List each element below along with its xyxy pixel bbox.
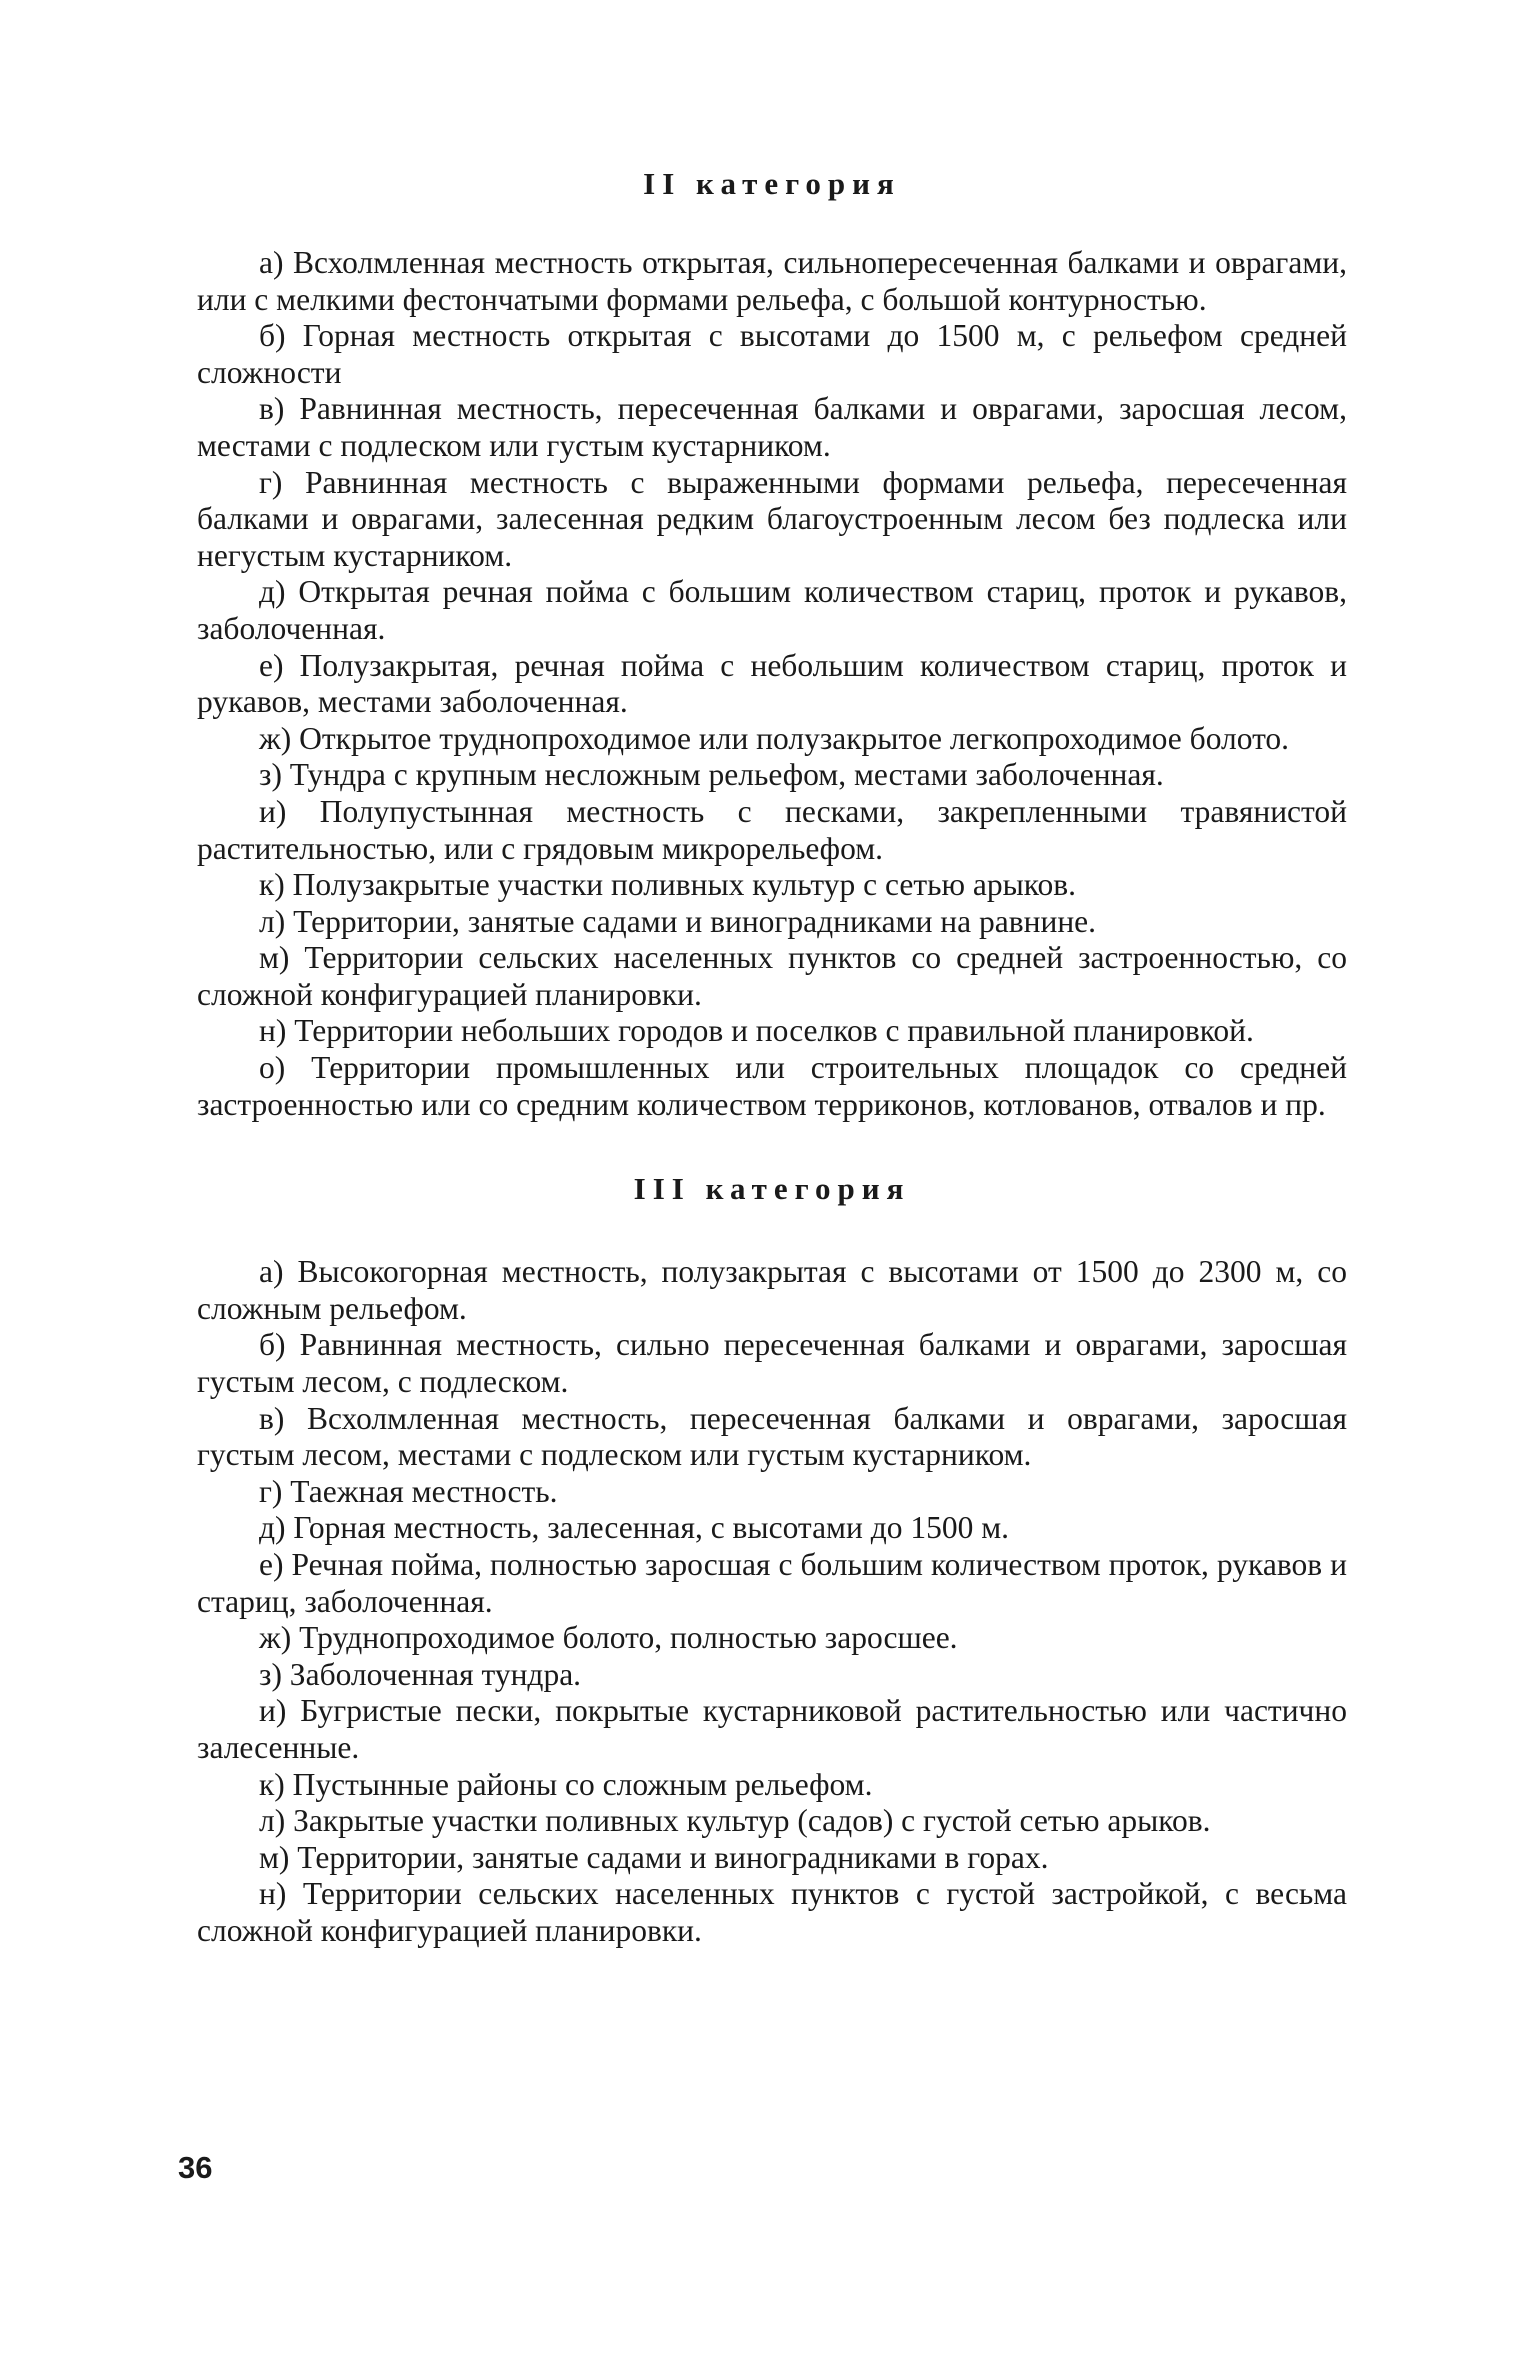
category-3-item: в) Всхолмленная местность, пересеченная балками и оврагами, заросшая густым лесом, местами с подлеском или густым кустарником. bbox=[197, 1400, 1347, 1473]
category-3-item: а) Высокогорная местность, полузакрытая с высотами от 1500 до 2300 м, со сложным рельефом. bbox=[197, 1254, 1347, 1326]
category-3-item: и) Бугристые пески, покрытые кустарниковой растительностью или частично залесенные. bbox=[197, 1693, 1347, 1765]
category-2-list bbox=[197, 245, 1347, 1123]
category-2-item: м) Территории сельских населенных пунктов со средней застроенностью, со сложной конфигурацией планировки. bbox=[197, 940, 1347, 1012]
category-2-item: з) Тундра с крупным несложным рельефом, местами заболоченная. bbox=[259, 757, 1164, 793]
section-heading-category-2: II категория bbox=[643, 166, 901, 201]
category-2-item: ж) Открытое труднопроходимое или полузакрытое легкопроходимое болото. bbox=[259, 720, 1290, 756]
category-3-item: ж) Труднопроходимое болото, полностью заросшее. bbox=[259, 1620, 958, 1656]
category-2-item: б) Горная местность открытая с высотами до 1500 м, с рельефом средней сложности bbox=[197, 318, 1347, 390]
document-page bbox=[197, 168, 1347, 1950]
category-2-item: н) Территории небольших городов и поселков с правильной планировкой. bbox=[259, 1013, 1254, 1049]
category-2-item: о) Территории промышленных или строительных площадок со средней застроенностью или со средним количеством терриконов, котлованов, отвалов и пр. bbox=[197, 1050, 1347, 1122]
page-number: 36 bbox=[178, 2150, 213, 2185]
category-2-item: г) Равнинная местность с выраженными формами рельефа, пересеченная балками и оврагами, залесенная редким благоустроенным лесом без подлеска или негустым кустарником. bbox=[197, 464, 1347, 573]
category-3-item: г) Таежная местность. bbox=[259, 1473, 558, 1509]
category-3-list bbox=[197, 1254, 1347, 1949]
section-heading-category-3: III категория bbox=[633, 1171, 911, 1207]
category-2-item: в) Равнинная местность, пересеченная балками и оврагами, заросшая лесом, местами с подлеском или густым кустарником. bbox=[197, 391, 1347, 463]
category-3-item: л) Закрытые участки поливных культур (садов) с густой сетью арыков. bbox=[259, 1803, 1211, 1839]
category-3-item: д) Горная местность, залесенная, с высотами до 1500 м. bbox=[259, 1510, 1010, 1546]
category-2-item: л) Территории, занятые садами и виноградниками на равнине. bbox=[259, 903, 1097, 939]
category-3-item: з) Заболоченная тундра. bbox=[259, 1656, 582, 1692]
category-2-item: и) Полупустынная местность с песками, закрепленными травянистой растительностью, или с грядовым микрорельефом. bbox=[197, 793, 1347, 866]
category-3-item: б) Равнинная местность, сильно пересеченная балками и оврагами, заросшая густым лесом, с подлеском. bbox=[197, 1327, 1347, 1400]
category-3-item: е) Речная пойма, полностью заросшая с большим количеством проток, рукавов и стариц, заболоченная. bbox=[197, 1547, 1347, 1619]
category-2-item: к) Полузакрытые участки поливных культур с сетью арыков. bbox=[259, 867, 1076, 903]
category-3-item: н) Территории сельских населенных пунктов с густой застройкой, с весьма сложной конфигурацией планировки. bbox=[197, 1876, 1347, 1948]
category-3-item: к) Пустынные районы со сложным рельефом. bbox=[259, 1766, 873, 1802]
category-3-item: м) Территории, занятые садами и виноградниками в горах. bbox=[259, 1839, 1049, 1875]
category-2-item: е) Полузакрытая, речная пойма с небольшим количеством стариц, проток и рукавов, местами заболоченная. bbox=[197, 647, 1347, 720]
category-2-item: а) Всхолмленная местность открытая, сильнопересеченная балками и оврагами, или с мелкими фестончатыми формами рельефа, с большой контурностью. bbox=[197, 245, 1347, 317]
category-2-item: д) Открытая речная пойма с большим количеством стариц, проток и рукавов, заболоченная. bbox=[197, 574, 1347, 646]
